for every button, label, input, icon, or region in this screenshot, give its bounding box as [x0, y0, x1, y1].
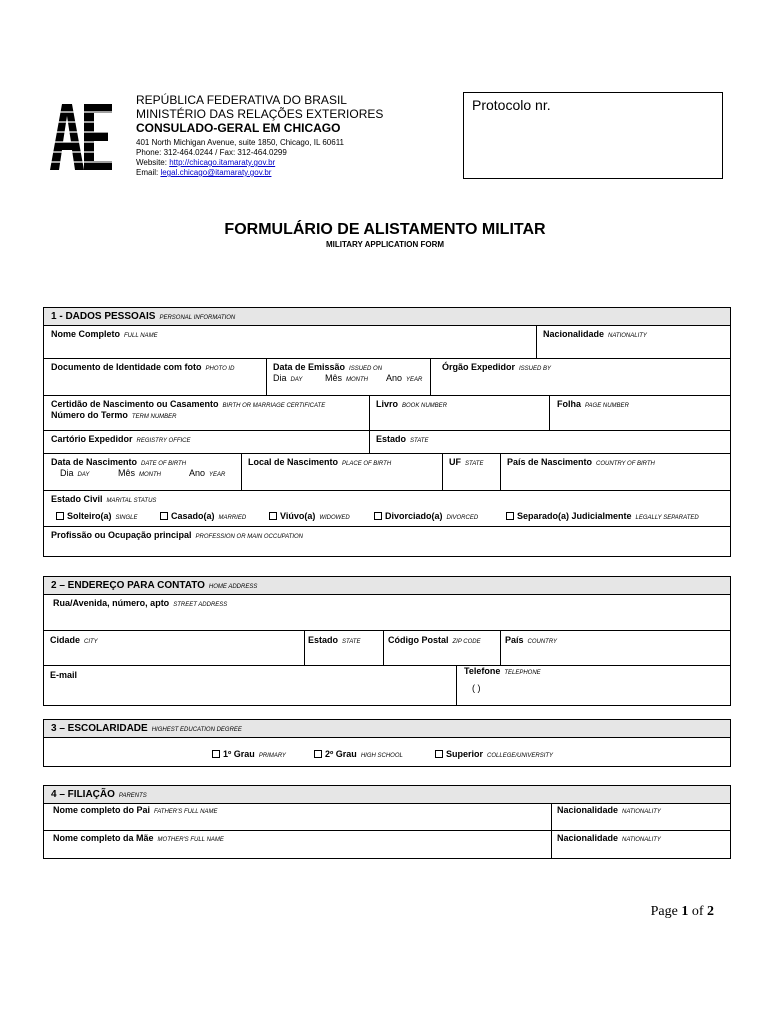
email-link[interactable]: legal.chicago@itamaraty.gov.br	[160, 168, 272, 177]
row-contact[interactable]	[44, 666, 730, 706]
option-college[interactable]: Superior COLLEGE/UNIVERSITY	[435, 749, 553, 759]
header-email	[136, 168, 271, 178]
birth-month-label: Mês MONTH	[118, 468, 162, 478]
issue-date-label: Data de Emissão ISSUED ON	[273, 362, 383, 372]
checkbox-icon	[160, 512, 168, 520]
header-phone: Phone: 312-464.0244 / Fax: 312-464.0299	[136, 148, 287, 157]
area-code-parens: ( )	[472, 683, 481, 693]
header-address: 401 North Michigan Avenue, suite 1850, Chicago, IL 60611	[136, 138, 344, 147]
issued-by-label: Órgão Expedidor ISSUED BY	[442, 362, 552, 372]
issue-year-label: Ano YEAR	[386, 373, 423, 383]
state-label: Estado STATE	[376, 434, 429, 444]
nationality-label: Nacionalidade NATIONALITY	[543, 329, 647, 339]
row-id-document[interactable]	[44, 359, 730, 396]
birth-year-label: Ano YEAR	[189, 468, 226, 478]
birth-date-label: Data de Nascimento DATE OF BIRTH	[51, 457, 187, 467]
photo-id-label: Documento de Identidade com foto PHOTO ID	[51, 362, 235, 372]
consulate-logo	[48, 100, 114, 172]
row-profession[interactable]	[44, 527, 730, 557]
section-header	[44, 308, 730, 326]
marital-status-label: Estado Civil MARITAL STATUS	[51, 494, 157, 504]
option-high-school[interactable]: 2º Grau HIGH SCHOOL	[314, 749, 403, 759]
mother-nationality-label: Nacionalidade NATIONALITY	[557, 833, 661, 843]
header-ministry: MINISTÉRIO DAS RELAÇÕES EXTERIORES	[136, 107, 384, 121]
profession-label: Profissão ou Ocupação principal PROFESSION OR MAIN OCCUPATION	[51, 530, 303, 540]
birth-country-label: País de Nascimento COUNTRY OF BIRTH	[507, 457, 655, 467]
row-city[interactable]	[44, 631, 730, 666]
section-title: 3 – ESCOLARIDADE HIGHEST EDUCATION DEGREE	[51, 723, 242, 734]
section-title: 4 – FILIAÇÃO PARENTS	[51, 789, 147, 800]
birth-uf-label: UF STATE	[449, 457, 484, 467]
full-name-label: Nome Completo FULL NAME	[51, 329, 158, 339]
form-title: FORMULÁRIO DE ALISTAMENTO MILITAR	[224, 221, 546, 238]
checkbox-icon	[435, 750, 443, 758]
header-country: REPÚBLICA FEDERATIVA DO BRASIL	[136, 93, 347, 107]
telephone-label: Telefone TELEPHONE	[464, 666, 541, 676]
city-label: Cidade CITY	[50, 635, 98, 645]
section-header	[44, 786, 730, 804]
section-title: 1 - DADOS PESSOAIS PERSONAL INFORMATION	[51, 311, 236, 322]
checkbox-icon	[212, 750, 220, 758]
email-label: Email:	[136, 168, 161, 177]
protocol-box[interactable]	[463, 92, 723, 179]
row-birth[interactable]	[44, 454, 730, 491]
row-street[interactable]	[44, 595, 730, 631]
registry-office-label: Cartório Expedidor REGISTRY OFFICE	[51, 434, 191, 444]
section-header	[44, 577, 730, 595]
book-number-label: Livro BOOK NUMBER	[376, 399, 448, 409]
row-marital-status	[44, 491, 730, 527]
checkbox-icon	[374, 512, 382, 520]
birth-place-label: Local de Nascimento PLACE OF BIRTH	[248, 457, 392, 467]
zip-label: Código Postal ZIP CODE	[388, 635, 481, 645]
row-full-name[interactable]	[44, 326, 730, 359]
header-website	[136, 158, 275, 168]
state-label: Estado STATE	[308, 635, 361, 645]
birth-day-label: Dia DAY	[60, 468, 90, 478]
section-title: 2 – ENDEREÇO PARA CONTATO HOME ADDRESS	[51, 580, 258, 591]
section-header	[44, 720, 730, 738]
street-label: Rua/Avenida, número, apto STREET ADDRESS	[53, 598, 228, 608]
row-registry[interactable]	[44, 431, 730, 454]
father-nationality-label: Nacionalidade NATIONALITY	[557, 805, 661, 815]
option-separated[interactable]: Separado(a) Judicialmente LEGALLY SEPARATED	[506, 511, 699, 521]
option-married[interactable]: Casado(a) MARRIED	[160, 511, 246, 521]
row-certificate[interactable]	[44, 396, 730, 431]
website-label: Website:	[136, 158, 170, 167]
option-single[interactable]: Solteiro(a) SINGLE	[56, 511, 138, 521]
row-father[interactable]	[44, 804, 730, 831]
mother-name-label: Nome completo da Mãe MOTHER'S FULL NAME	[53, 833, 224, 843]
form-subtitle: MILITARY APPLICATION FORM	[325, 240, 445, 249]
checkbox-icon	[56, 512, 64, 520]
protocol-label: Protocolo nr.	[472, 97, 551, 113]
checkbox-icon	[269, 512, 277, 520]
issue-day-label: Dia DAY	[273, 373, 303, 383]
page-indicator: Page 1 of 2	[650, 904, 714, 919]
checkbox-icon	[314, 750, 322, 758]
checkbox-icon	[506, 512, 514, 520]
term-number-label: Número do Termo TERM NUMBER	[51, 410, 177, 420]
row-mother[interactable]	[44, 831, 730, 859]
page-number-label: Folha PAGE NUMBER	[557, 399, 629, 409]
website-link[interactable]: http://chicago.itamaraty.gov.br	[169, 158, 276, 167]
certificate-label: Certidão de Nascimento ou Casamento BIRTH OR MARRIAGE CERTIFICATE	[51, 399, 326, 409]
section-parents	[43, 785, 731, 859]
option-divorced[interactable]: Divorciado(a) DIVORCED	[374, 511, 478, 521]
option-widowed[interactable]: Viúvo(a) WIDOWED	[269, 511, 350, 521]
father-name-label: Nome completo do Pai FATHER'S FULL NAME	[53, 805, 218, 815]
section-education	[43, 719, 731, 767]
section-home-address	[43, 576, 731, 706]
option-primary[interactable]: 1º Grau PRIMARY	[212, 749, 286, 759]
section-personal-info	[43, 307, 731, 557]
country-label: País COUNTRY	[505, 635, 557, 645]
header-consulate: CONSULADO-GERAL EM CHICAGO	[136, 121, 341, 135]
email-field-label: E-mail	[50, 670, 78, 680]
issue-month-label: Mês MONTH	[325, 373, 369, 383]
